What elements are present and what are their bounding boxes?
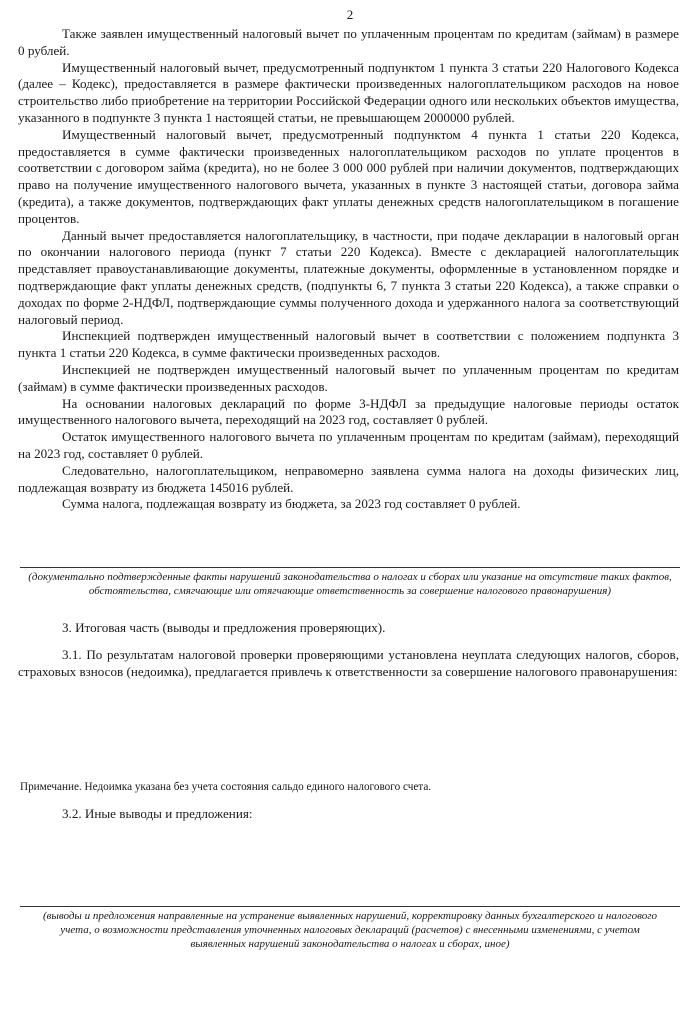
- paragraph: Также заявлен имущественный налоговый вычет по уплаченным процентам по кредитам (займам) в размере 0 рублей.: [18, 26, 679, 58]
- page-number: 2: [346, 7, 354, 22]
- caption-conclusions: (выводы и предложения направленные на устранение выявленных нарушений, корректировку данных бухгалтерского и налогового учета, о возможности представления уточненных налоговых деклараций (расчетов) с внесенными изменениями, с учетом выявленных нарушений законодательства о налогах и сборах, иное): [42, 910, 658, 950]
- paragraph: Данный вычет предоставляется налогоплательщику, в частности, при подаче декларации в налоговый орган по окончании налогового периода (пункт 7 статьи 220 Кодекса). Вместе с декларацией налогоплательщик представляет правоустанавливающие документы, платежные документы, оформленные в установленном порядке и подтверждающие факт уплаты денежных средств, (подпункты 6, 7 пункта 3 статьи 220 Кодекса), а также справки о доходах по форме 2-НДФЛ, подтверждающие суммы полученного дохода и удержанного налога за соответствующий налоговый период.: [18, 227, 679, 327]
- section-3-title: 3. Итоговая часть (выводы и предложения проверяющих).: [62, 620, 386, 635]
- body-text: [18, 26, 679, 513]
- paragraph: Инспекцией не подтвержден имущественный налоговый вычет по уплаченным процентам по кредитам (займам) в сумме фактически произведенных расходов.: [18, 361, 679, 394]
- caption-violations: (документально подтвержденные факты нарушений законодательства о налогах и сборах или указание на отсутствие таких фактов, обстоятельства, смягчающие или отягчающие ответственность за совершение налогового правонарушения): [28, 571, 672, 597]
- section-3-2-title: 3.2. Иные выводы и предложения:: [62, 806, 253, 821]
- note: Примечание. Недоимка указана без учета состояния сальдо единого налогового счета.: [20, 781, 432, 793]
- paragraph: Сумма налога, подлежащая возврату из бюджета, за 2023 год составляет 0 рублей.: [62, 496, 521, 512]
- paragraph: Следовательно, налогоплательщиком, неправомерно заявлена сумма налога на доходы физических лиц, подлежащая возврату из бюджета 145016 рублей.: [18, 462, 679, 495]
- section-3-1-text: 3.1. По результатам налоговой проверки проверяющими установлена неуплата следующих налогов, сборов, страховых взносов (недоимка), предлагается привлечь к ответственности за совершение налогового правонарушения:: [18, 647, 679, 679]
- fill-in-line: [20, 567, 680, 568]
- fill-in-line: [20, 906, 680, 907]
- paragraph: На основании налоговых деклараций по форме 3-НДФЛ за предыдущие налоговые периоды остаток имущественного налогового вычета, переходящий на 2023 год, составляет 0 рублей.: [18, 395, 679, 428]
- paragraph: Остаток имущественного налогового вычета по уплаченным процентам по кредитам (займам), переходящий на 2023 год, составляет 0 рублей.: [18, 429, 679, 461]
- paragraph: Инспекцией подтвержден имущественный налоговый вычет в соответствии с положением подпункта 3 пункта 1 статьи 220 Кодекса, в сумме фактически произведенных расходов.: [18, 328, 679, 361]
- paragraph: Имущественный налоговый вычет, предусмотренный подпунктом 4 пункта 1 статьи 220 Кодекса, предоставляется в сумме фактически произведенных налогоплательщиком расходов по уплате процентов в соответствии с договором займа (кредита), но не более 3 000 000 рублей при наличии документов, подтверждающих право на получение имущественного налогового вычета, указанных в пункте 3 настоящей статьи, договора займа (кредита), а также документов, подтверждающих факт уплаты денежных средств налогоплательщиком в погашение процентов.: [18, 126, 679, 226]
- paragraph: Имущественный налоговый вычет, предусмотренный подпунктом 1 пункта 3 статьи 220 Налогового Кодекса (далее – Кодекс), предоставляется в размере фактически произведенных налогоплательщиком расходов на новое строительство либо приобретение на территории Российской Федерации одного или нескольких объектов имущества, указанного в подпункте 3 пункта 1 настоящей статьи, не превышающем 2000000 рублей.: [18, 59, 679, 125]
